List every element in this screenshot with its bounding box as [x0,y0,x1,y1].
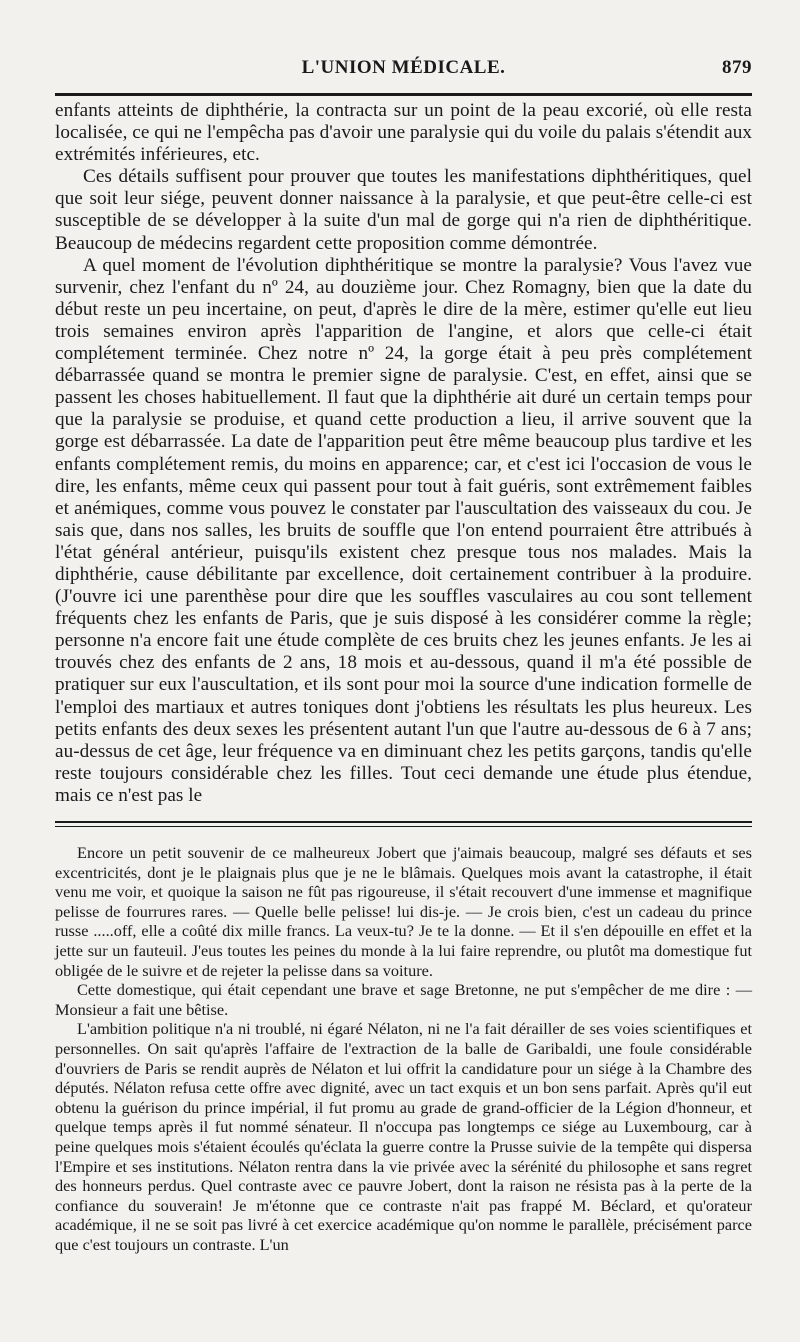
page-number: 879 [722,57,752,78]
separator-line-thin [55,826,752,827]
main-article-body [55,100,752,807]
running-head [55,55,752,85]
journal-page [0,55,800,1342]
paragraph: Ces détails suffisent pour prouver que toutes les manifestations diphthéritiques, quel que soit leur siége, peuvent donner naissance à la paralysie, et que peut-être celle-ci est susceptible de se développer à la suite d'un mal de gorge qui n'a rien de diphthéritique. Beaucoup de médecins regardent cette proposition comme démontrée. [55,166,752,254]
feuilleton-paragraph: L'ambition politique n'a ni troublé, ni égaré Nélaton, ni ne l'a fait dérailler de ses voies scientifiques et personnelles. On sait qu'après l'affaire de l'extraction de la balle de Garibaldi, une foule considérable d'ouvriers de Paris se rendit auprès de Nélaton et lui offrit la candidature pour un siége à la Chambre des députés. Nélaton refusa cette offre avec dignité, avec un tact exquis et un bon sens parfait. Après qu'il eut obtenu la guérison du prince impérial, il fut promu au grade de grand-officier de la Légion d'honneur, et quelque temps après il fut nommé sénateur. Il n'occupa pas longtemps ce siége au Luxembourg, car à peine quelques mois s'étaient écoulés qu'éclata la guerre contre la Prusse suivie de la tempête qui dispersa l'Empire et ses institutions. Nélaton rentra dans la vie privée avec la sérénité du philosophe et sans regret des honneurs perdus. Quel contraste avec ce pauvre Jobert, dont la raison ne résista pas à la perte de la confiance du souverain! Je m'étonne que ce contraste n'ait pas frappé M. Béclard, et qu'orateur académique, il ne se soit pas livré à cet exercice académique qu'on nomme le parallèle, précisément parce que c'est toujours un contraste. L'un [55,1019,752,1254]
feuilleton-paragraph: Encore un petit souvenir de ce malheureux Jobert que j'aimais beaucoup, malgré ses défauts et ses excentricités, dont je le plaignais plus que je ne le blâmais. Quelques mois avant la catastrophe, il était venu me voir, et quoique la saison ne fût pas rigoureuse, il s'était recouvert d'une immense et magnifique pelisse de fourrures rares. — Quelle belle pelisse! lui dis-je. — Je crois bien, c'est un cadeau du prince russe .....off, elle a coûté dix mille francs. La veux-tu? Je te la donne. — Et il s'en dépouille en effet et la jette sur un fauteuil. J'eus toutes les peines du monde à la lui faire reprendre, ou plutôt ma domestique fut obligée de le suivre et de rejeter la pelisse dans sa voiture. [55,843,752,980]
paragraph: A quel moment de l'évolution diphthéritique se montre la paralysie? Vous l'avez vue survenir, chez l'enfant du nº 24, au douzième jour. Chez Romagny, bien que la date du début reste un peu incertaine, on peut, d'après le dire de la mère, estimer qu'elle eut lieu trois semaines environ après l'apparition de l'angine, et alors que celle-ci était complétement terminée. Chez notre nº 24, la gorge était à peu près complétement débarrassée quand se montra le premier signe de paralysie. C'est, en effet, ainsi que se passent les choses habituellement. Il faut que la diphthérie ait duré un certain temps pour que la paralysie se produise, et quand cette production a lieu, il arrive souvent que la gorge est débarrassée. La date de l'apparition peut être même beaucoup plus tardive et les enfants complétement remis, du moins en apparence; car, et c'est ici l'occasion de vous le dire, les enfants, même ceux qui passent pour tout à fait guéris, sont extrêmement faibles et anémiques, comme vous pouvez le constater par l'auscultation des vaisseaux du cou. Je sais que, dans nos salles, les bruits de souffle que l'on entend pourraient être attribués à l'état général antérieur, puisqu'ils existent chez presque tous nos malades. Mais la diphthérie, cause débilitante par excellence, doit certainement contribuer à la produire. (J'ouvre ici une parenthèse pour dire que les souffles vasculaires au cou sont tellement fréquents chez les enfants de Paris, que je suis disposé à les considérer comme la règle; personne n'a encore fait une étude complète de ces bruits chez les jeunes enfants. Je les ai trouvés chez des enfants de 2 ans, 18 mois et au-dessous, quand il m'a été possible de pratiquer sur eux l'auscultation, et ils sont pour moi la source d'une indication formelle de l'emploi des martiaux et autres toniques dont j'obtiens les résultats les plus heureux. Les petits enfants des deux sexes les présentent autant l'un que l'autre au-dessous de 6 à 7 ans; au-dessus de cet âge, leur fréquence va en diminuant chez les petits garçons, tandis qu'elle reste toujours considérable chez les filles. Tout ceci demande une étude plus étendue, mais ce n'est pas le [55,254,752,806]
journal-title: L'UNION MÉDICALE. [301,57,506,78]
feuilleton-section [55,843,752,1254]
feuilleton-separator [55,821,752,827]
feuilleton-paragraph: Cette domestique, qui était cependant une brave et sage Bretonne, ne put s'empêcher de me dire : — Monsieur a fait une bêtise. [55,980,752,1019]
header-rule [55,93,752,96]
separator-line-thick [55,821,752,823]
paragraph-continuation: enfants atteints de diphthérie, la contracta sur un point de la peau excorié, où elle resta localisée, ce qui ne l'empêcha pas d'avoir une paralysie qui du voile du palais s'étendit aux extrémités inférieures, etc. [55,100,753,166]
